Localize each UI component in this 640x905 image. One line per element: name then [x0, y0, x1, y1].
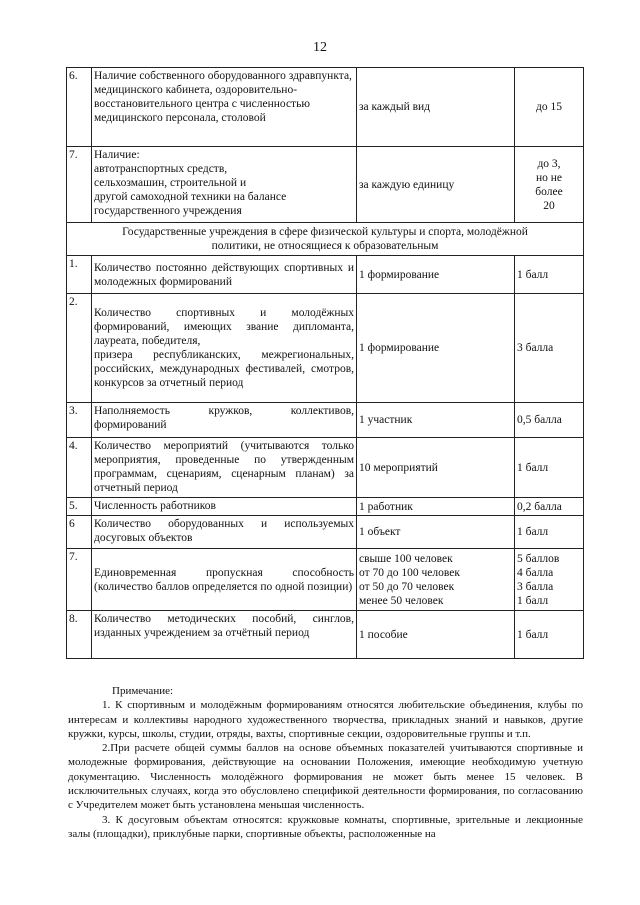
row-unit: 1 объект — [357, 516, 515, 549]
row-name: Количество мероприятий (учитываются только мероприятия, проведенные по утвержденным программам, сценариям, сценарным планам) за отчетный период — [92, 438, 357, 498]
table-row — [67, 223, 584, 256]
row-unit: 10 мероприятий — [357, 438, 515, 498]
table-row — [67, 438, 584, 498]
table-row — [67, 498, 584, 516]
row-unit: за каждый вид — [357, 68, 515, 147]
page-number: 12 — [313, 40, 327, 55]
row-name: Количество оборудованных и используемых досуговых объектов — [92, 516, 357, 549]
row-name: Количество постоянно действующих спортивных и молодежных формирований — [92, 256, 357, 294]
note-paragraph-3: 3. К досуговым объектам относятся: кружковые комнаты, спортивные, зрительные и лекционные залы (площадки), приклубные парки, спортивные объекты, расположенные на — [68, 813, 583, 840]
row-points: 1 балл — [515, 256, 584, 294]
row-unit: 1 формирование — [357, 256, 515, 294]
row-points: 0,2 балла — [515, 498, 584, 516]
row-name: Количество методических пособий, синглов, изданных учреждением за отчётный период — [92, 611, 357, 659]
row-unit: 1 формирование — [357, 294, 515, 403]
row-points: 3 балла — [515, 294, 584, 403]
note-paragraph-1: 1. К спортивным и молодёжным формированиям относятся любительские объединения, клубы по интересам и коллективы народного художественного творчества, прикладных знаний и навыков, другие кружки, курсы, школы, студии, отряды, вахты, спортивные секции, оздоровительные группы и т.п. — [68, 699, 583, 740]
row-points: 1 балл — [515, 438, 584, 498]
row-unit: за каждую единицу — [357, 147, 515, 223]
row-number: 4. — [67, 438, 92, 498]
row-name: Наличие: автотранспортных средств, сельхозмашин, строительной и другой самоходной техники на балансе государственного учреждения — [92, 147, 357, 223]
row-number: 3. — [67, 403, 92, 438]
table-row — [67, 516, 584, 549]
row-points: 0,5 балла — [515, 403, 584, 438]
row-number: 7. — [67, 147, 92, 223]
row-points: 5 баллов 4 балла 3 балла 1 балл — [515, 549, 584, 611]
section-title: Государственные учреждения в сфере физической культуры и спорта, молодёжной политики, не относящиеся к образовательным — [67, 223, 584, 256]
table-row — [67, 256, 584, 294]
row-number: 2. — [67, 294, 92, 403]
table-row — [67, 403, 584, 438]
row-name: Наполняемость кружков, коллективов, формирований — [92, 403, 357, 438]
notes-block — [68, 684, 583, 841]
row-number: 5. — [67, 498, 92, 516]
table-row — [67, 294, 584, 403]
points-table — [66, 67, 584, 659]
row-points: 1 балл — [515, 516, 584, 549]
table-row — [67, 549, 584, 611]
row-name: Наличие собственного оборудованного здравпункта, медицинского кабинета, оздоровительно-восстановительного центра с численностью медицинского персонала, столовой — [92, 68, 357, 147]
note-paragraph-2: 2.При расчете общей суммы баллов на основе объемных показателей учитываются спортивные и молодежные формирования, действующие на основании Положения, имеющие необходимую учетную документацию. Численность молодёжного формирования не может быть менее 15 человек. В исключительных случаях, когда это обусловлено спецификой деятельности формирования, по согласованию с Учредителем может быть установлена меньшая численность. — [68, 742, 583, 812]
row-number: 6 — [67, 516, 92, 549]
row-unit: 1 работник — [357, 498, 515, 516]
table-row — [67, 611, 584, 659]
notes-heading: Примечание: — [112, 685, 174, 697]
row-number: 8. — [67, 611, 92, 659]
table-row — [67, 68, 584, 147]
row-points: до 15 — [515, 68, 584, 147]
row-number: 1. — [67, 256, 92, 294]
row-points: до 3, но не более 20 — [515, 147, 584, 223]
row-name: Численность работников — [92, 498, 357, 516]
row-unit: 1 участник — [357, 403, 515, 438]
row-unit: свыше 100 человек от 70 до 100 человек от 50 до 70 человек менее 50 человек — [357, 549, 515, 611]
row-name: Количество спортивных и молодёжных формирований, имеющих звание дипломанта, лауреата, победителя, призера республиканских, межрегиональных, российских, международных фестивалей, смотров, конкурсов за отчетный период — [92, 294, 357, 403]
row-points: 1 балл — [515, 611, 584, 659]
row-unit: 1 пособие — [357, 611, 515, 659]
table-row — [67, 147, 584, 223]
row-number: 6. — [67, 68, 92, 147]
row-number: 7. — [67, 549, 92, 611]
row-name: Единовременная пропускная способность (количество баллов определяется по одной позиции) — [92, 549, 357, 611]
